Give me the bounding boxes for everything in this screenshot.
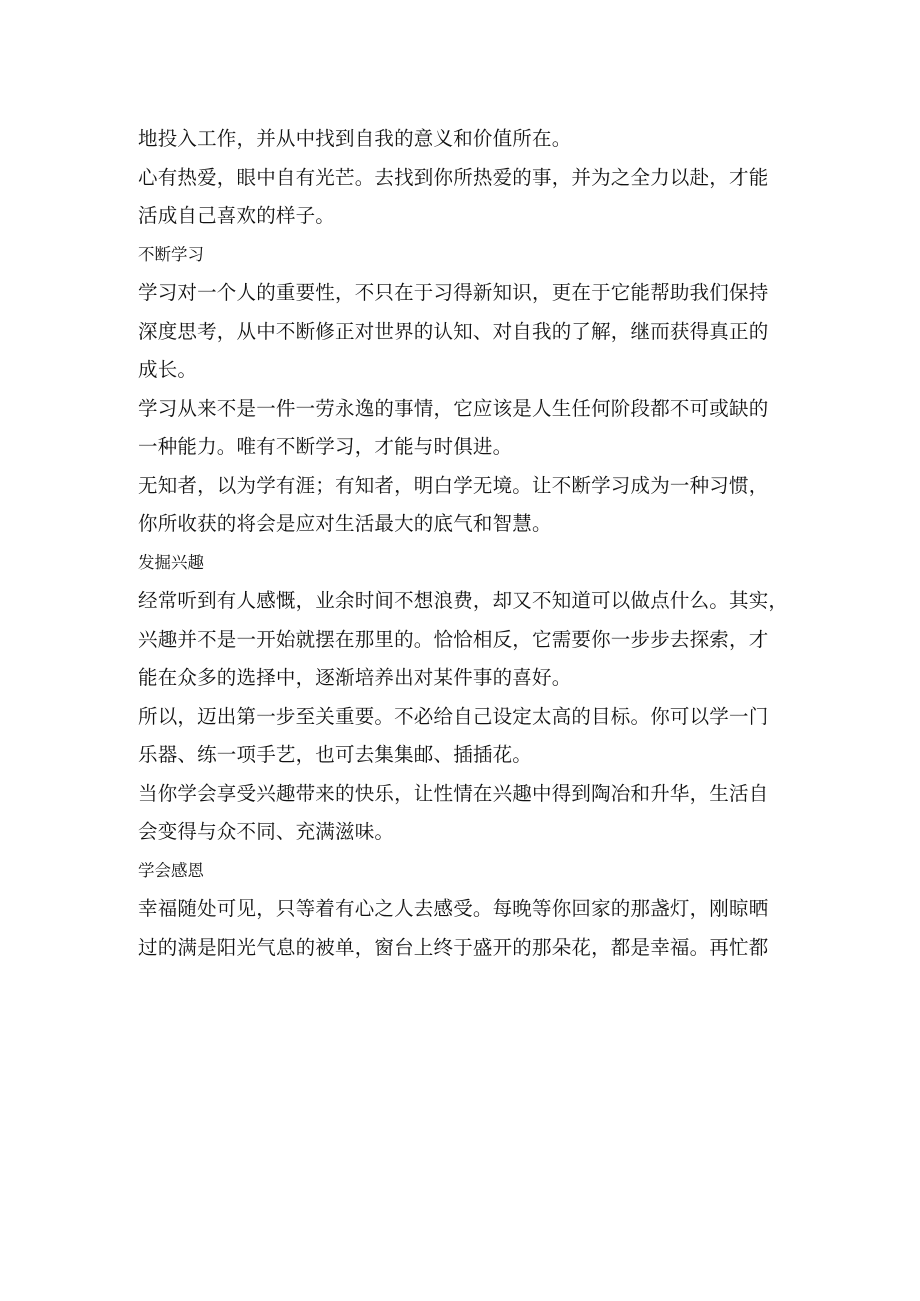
- document-body: [138, 120, 808, 967]
- heading-text: 发掘兴趣: [138, 552, 204, 572]
- section-heading: [138, 544, 808, 583]
- text-line: 深度思考，从中不断修正对世界的认知、对自我的了解，继而获得真正的: [138, 319, 769, 343]
- paragraph: [138, 890, 808, 967]
- paragraph: [138, 274, 808, 390]
- text-line: 当你学会享受兴趣带来的快乐，让性情在兴趣中得到陶冶和升华，生活自: [138, 781, 769, 805]
- text-line: 过的满是阳光气息的被单，窗台上终于盛开的那朵花，都是幸福。再忙都: [138, 935, 769, 959]
- text-line: 学习从来不是一件一劳永逸的事情，它应该是人生任何阶段都不可或缺的: [138, 396, 769, 420]
- text-line: 地投入工作，并从中找到自我的意义和价值所在。: [138, 127, 572, 150]
- paragraph: [138, 390, 808, 467]
- text-line: 能在众多的选择中，逐渐培养出对某件事的喜好。: [138, 666, 572, 689]
- paragraph: [138, 467, 808, 544]
- heading-text: 学会感恩: [138, 860, 204, 880]
- text-line: 成长。: [138, 358, 198, 381]
- paragraph: [138, 698, 808, 775]
- text-line: 乐器、练一项手艺，也可去集集邮、插插花。: [138, 743, 533, 766]
- text-line: 兴趣并不是一开始就摆在那里的。恰恰相反，它需要你一步步去探索，才: [138, 627, 769, 651]
- text-line: 心有热爱，眼中自有光芒。去找到你所热爱的事，并为之全力以赴，才能: [138, 165, 769, 189]
- text-line: 幸福随处可见，只等着有心之人去感受。每晚等你回家的那盏灯，刚晾晒: [138, 897, 769, 920]
- text-line: 经常听到有人感慨，业余时间不想浪费，却又不知道可以做点什么。其实，: [138, 589, 789, 612]
- text-line: 所以，迈出第一步至关重要。不必给自己设定太高的目标。你可以学一门: [138, 704, 769, 728]
- text-line: 活成自己喜欢的样子。: [138, 204, 336, 227]
- text-line: 会变得与众不同、充满滋味。: [138, 820, 395, 843]
- paragraph: [138, 582, 808, 698]
- text-line: 一种能力。唯有不断学习，才能与时俱进。: [138, 435, 513, 458]
- heading-text: 不断学习: [138, 244, 204, 264]
- text-line: 无知者，以为学有涯；有知者，明白学无境。让不断学习成为一种习惯，: [138, 473, 769, 497]
- paragraph: [138, 120, 808, 159]
- paragraph: [138, 775, 808, 852]
- text-line: 学习对一个人的重要性，不只在于习得新知识，更在于它能帮助我们保持: [138, 281, 769, 304]
- section-heading: [138, 236, 808, 275]
- section-heading: [138, 852, 808, 891]
- text-line: 你所收获的将会是应对生活最大的底气和智慧。: [138, 512, 552, 535]
- paragraph: [138, 159, 808, 236]
